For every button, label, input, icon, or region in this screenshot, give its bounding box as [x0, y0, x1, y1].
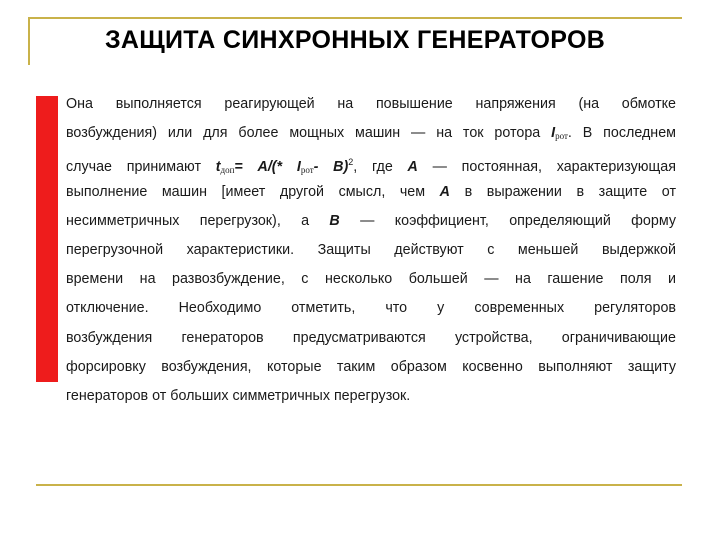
text-line-5	[66, 209, 676, 238]
text-line-4-start: выполнение машин [имеет другой смысл, чем	[66, 183, 426, 200]
formula-tail: , где	[353, 159, 393, 176]
rotor-current-subscript: рот	[555, 131, 568, 142]
line-4-a: A	[439, 183, 450, 200]
text-line-6: перегрузочной характеристики. Защиты действуют с меньшей выдержкой	[66, 241, 676, 258]
formula-i: I	[296, 159, 301, 176]
text-line-1: Она выполняется реагирующей на повышение напряжения (на обмотке	[66, 96, 676, 112]
text-line-11: генераторов от больших симметричных перегрузок.	[66, 387, 411, 404]
accent-bar	[36, 96, 58, 382]
constant-a: A	[407, 159, 418, 176]
text-line-7: времени на развозбуждение, с несколько большей — на гашение поля и	[66, 271, 676, 288]
text-line-4-end: в выражении в защите от	[464, 183, 676, 200]
body-text	[66, 92, 676, 413]
rotor-current-symbol: I	[551, 125, 556, 142]
formula-t: t	[215, 159, 221, 176]
coefficient-b: B	[329, 212, 340, 229]
formula-i-subscript: рот	[300, 165, 314, 176]
text-line-2-end: . В последнем	[567, 125, 676, 142]
slide-title: ЗАЩИТА СИНХРОННЫХ ГЕНЕРАТОРОВ	[104, 26, 606, 54]
formula-end: - B)	[313, 159, 349, 176]
text-line-3	[66, 150, 676, 179]
text-line-3-start: случае принимают	[66, 159, 202, 176]
formula-middle: = A/(*	[234, 159, 297, 176]
frame-top-line	[28, 17, 682, 19]
text-line-5-start: несимметричных перегрузок), а	[66, 212, 310, 229]
text-line-4	[66, 180, 676, 209]
text-line-8: отключение. Необходимо отметить, что у современных регуляторов	[66, 300, 676, 317]
text-line-9: возбуждения генераторов предусматриваются устройства, ограничивающие	[66, 329, 676, 346]
constant-a-description: — постоянная, характеризующая	[432, 159, 676, 176]
text-line-2	[66, 121, 676, 150]
frame-bottom-line	[36, 484, 682, 486]
text-line-2-start: возбуждения) или для более мощных машин — на ток ротора	[66, 125, 541, 142]
coefficient-b-description: — коэффициент, определяющий форму	[360, 212, 676, 229]
text-line-10: форсировку возбуждения, которые таким образом косвенно выполняют защиту	[66, 358, 676, 375]
formula-exponent: 2	[348, 157, 354, 168]
formula-t-subscript: доп	[220, 165, 235, 176]
